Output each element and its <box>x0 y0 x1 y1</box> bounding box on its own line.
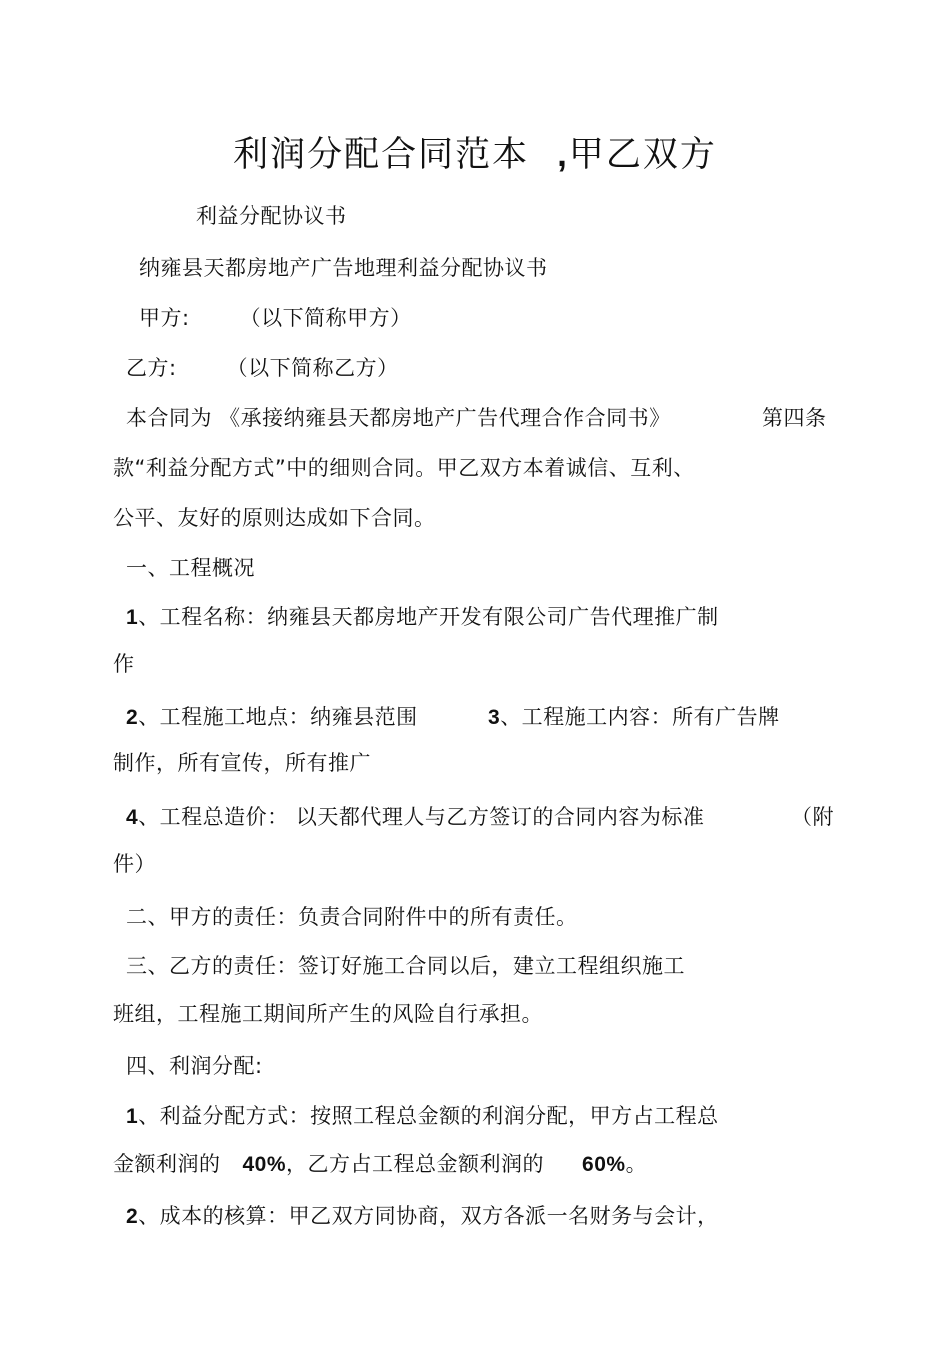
section-1-item-1 <box>126 603 719 632</box>
title-comma: , <box>557 135 569 174</box>
section-1-item-2 <box>126 703 418 732</box>
section-1-heading: 一、工程概况 <box>126 556 255 580</box>
percent-b: 60% <box>582 1153 626 1176</box>
section-1-item-1-cont: 作 <box>113 652 135 676</box>
item-number: 4 <box>126 806 139 829</box>
section-2-text: 二、甲方的责任：负责合同附件中的所有责任。 <box>126 905 578 929</box>
intro-line-1: 本合同为 《承接纳雍县天都房地产广告代理合作合同书》 <box>126 406 671 430</box>
party-a-label: 甲方: <box>139 306 190 330</box>
section-1-item-3-cont: 制作，所有宣传，所有推广 <box>113 751 371 775</box>
party-b-label: 乙方: <box>126 356 177 380</box>
section-1-item-4-cont: 件） <box>113 852 156 876</box>
item-text: 、工程施工地点：纳雍县范围 <box>138 705 418 729</box>
section-1-item-4-tail: （附 <box>791 805 834 829</box>
item-text: 。 <box>625 1152 648 1176</box>
title-parties: 甲乙双方 <box>568 135 717 175</box>
item-number: 1 <box>126 1105 139 1128</box>
item-text: 金额利润的 <box>113 1152 221 1176</box>
section-4-heading: 四、利润分配: <box>126 1054 263 1078</box>
intro-line-3: 公平、友好的原则达成如下合同。 <box>113 506 436 530</box>
section-4-item-1-cont <box>113 1150 647 1179</box>
section-4-item-1 <box>126 1102 719 1131</box>
intro-line-1-tail: 第四条 <box>762 406 827 430</box>
intro-line-2: 款“利益分配方式”中的细则合同。甲乙双方本着诚信、互利、 <box>113 456 695 480</box>
section-4-item-2 <box>126 1202 719 1231</box>
percent-a: 40% <box>242 1153 287 1176</box>
item-text: 、工程施工内容：所有广告牌 <box>500 705 780 729</box>
section-3-line-1: 三、乙方的责任：签订好施工合同以后，建立工程组织施工 <box>126 954 685 978</box>
agreement-subtitle: 利益分配协议书 <box>196 204 347 228</box>
party-b-note: （以下简称乙方） <box>226 356 399 380</box>
item-text: 、工程名称：纳雍县天都房地产开发有限公司广告代理推广制 <box>138 605 719 629</box>
section-3-line-2: 班组，工程施工期间所产生的风险自行承担。 <box>113 1002 543 1026</box>
party-a-note: （以下简称甲方） <box>239 306 412 330</box>
party-b-line <box>126 354 399 382</box>
item-text: ，乙方占工程总金额利润的 <box>286 1152 545 1176</box>
item-number: 1 <box>126 606 139 629</box>
section-1-item-4 <box>126 803 704 832</box>
item-number: 3 <box>488 706 501 729</box>
title-main: 利润分配合同范本 <box>233 135 530 175</box>
party-a-line <box>139 304 412 332</box>
agreement-full-name: 纳雍县天都房地产广告地理利益分配协议书 <box>139 256 548 280</box>
item-text: 、工程总造价： 以天都代理人与乙方签订的合同内容为标准 <box>138 805 705 829</box>
item-text: 、成本的核算：甲乙双方同协商，双方各派一名财务与会计， <box>138 1204 719 1228</box>
page-title <box>0 133 950 177</box>
item-number: 2 <box>126 1205 139 1228</box>
section-1-item-3 <box>488 703 780 732</box>
item-text: 、利益分配方式：按照工程总金额的利润分配，甲方占工程总 <box>138 1104 719 1128</box>
item-number: 2 <box>126 706 139 729</box>
